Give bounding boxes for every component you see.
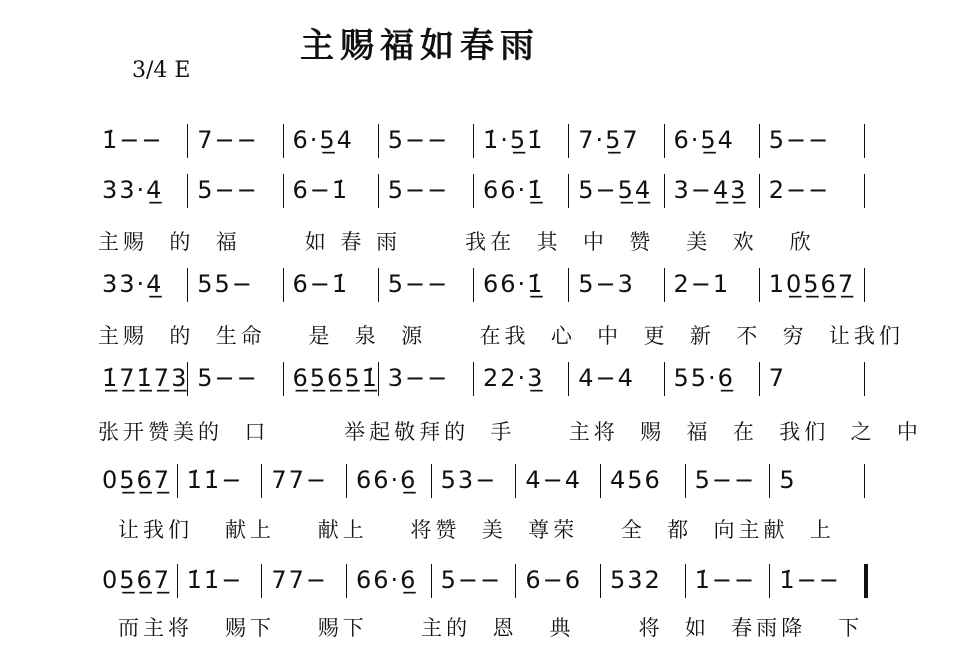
final-barline	[864, 564, 868, 598]
barline	[473, 124, 474, 158]
barline	[568, 362, 569, 396]
measure: 1̇−−	[102, 126, 164, 154]
measure: 3−4̲3̲	[673, 176, 748, 204]
notation-row	[0, 458, 960, 510]
lyric-text: 主赐 的 生命 是 泉 源 在我 心 中 更 新 不 穷 让我们	[98, 324, 904, 348]
measure: 6−1̇	[292, 176, 350, 204]
barline	[568, 174, 569, 208]
barline	[759, 268, 760, 302]
notation-row	[0, 262, 960, 314]
lyric-text: 让我们 献上 献上 将赞 美 尊荣 全 都 向主献 上	[118, 518, 835, 542]
measure: 1̇−−	[694, 566, 757, 594]
measure: 5−5̲4̲	[578, 176, 653, 204]
barline	[378, 362, 379, 396]
barline	[664, 268, 665, 302]
barline	[473, 362, 474, 396]
time-key-signature: 3/4 E	[132, 58, 191, 83]
measure: 66·1̲̇	[483, 270, 545, 298]
measure: 33·4̲	[102, 176, 164, 204]
barline	[864, 124, 865, 158]
barline	[600, 564, 601, 598]
measure: 532	[610, 566, 662, 594]
barline	[664, 362, 665, 396]
measure: 66·1̲̇	[483, 176, 545, 204]
measure: 66·6̲	[356, 466, 418, 494]
barline	[431, 564, 432, 598]
measure: 5−3	[578, 270, 635, 298]
measure: 1̇−−	[779, 566, 841, 594]
measure: 7	[768, 364, 787, 392]
lyric-line	[0, 320, 960, 356]
measure: 456	[610, 466, 662, 494]
measure: 66·6̲	[356, 566, 418, 594]
notation-row	[0, 168, 960, 220]
measure: 4−4	[578, 364, 635, 392]
measure: 5−−	[440, 566, 503, 594]
barline	[600, 464, 601, 498]
barline	[378, 174, 379, 208]
barline	[177, 464, 178, 498]
lyric-text: 张开赞美的 口 举起敬拜的 手 主将 赐 福 在 我们 之 中	[98, 420, 922, 444]
barline	[431, 464, 432, 498]
barline	[346, 464, 347, 498]
measure: 05̲6̲7̲	[102, 566, 172, 594]
barline	[769, 564, 770, 598]
barline	[261, 464, 262, 498]
measure: 5−−	[197, 364, 259, 392]
song-title: 主赐福如春雨	[300, 26, 540, 66]
barline	[759, 174, 760, 208]
barline	[187, 124, 188, 158]
barline	[685, 464, 686, 498]
measure: 6·5̲4	[673, 126, 735, 154]
measure: 3−−	[387, 364, 450, 392]
measure: 22·3̲	[483, 364, 545, 392]
barline	[473, 268, 474, 302]
measure: 6·5̲4	[292, 126, 354, 154]
lyric-line	[0, 612, 960, 648]
measure: 1̇1̇−	[186, 566, 244, 594]
measure: 5−−	[694, 466, 757, 494]
barline	[283, 362, 284, 396]
barline	[187, 362, 188, 396]
measure: 53−	[440, 466, 498, 494]
barline	[473, 174, 474, 208]
barline	[864, 464, 865, 498]
barline	[864, 268, 865, 302]
measure: 5	[779, 466, 797, 494]
barline	[515, 464, 516, 498]
barline	[568, 124, 569, 158]
barline	[864, 362, 865, 396]
measure: 05̲6̲7̲	[102, 466, 172, 494]
barline	[664, 124, 665, 158]
lyric-line	[0, 416, 960, 452]
barline	[769, 464, 770, 498]
barline	[261, 564, 262, 598]
barline	[283, 124, 284, 158]
measure: 77−	[271, 466, 328, 494]
barline	[515, 564, 516, 598]
measure: 5−−	[387, 176, 450, 204]
barline	[864, 174, 865, 208]
measure: 5−−	[387, 270, 450, 298]
measure: 55−	[197, 270, 254, 298]
barline	[187, 174, 188, 208]
measure: 77−	[271, 566, 328, 594]
barline	[378, 268, 379, 302]
measure: 7·5̲7	[578, 126, 640, 154]
measure: 2−1	[673, 270, 731, 298]
barline	[283, 174, 284, 208]
measure: 4−4	[525, 466, 582, 494]
barline	[685, 564, 686, 598]
lyric-text: 主赐 的 福 如 春 雨 我在 其 中 赞 美 欢 欣	[98, 230, 815, 254]
measure: 6−6	[525, 566, 582, 594]
measure: 1̇·5̲1̇	[483, 126, 545, 154]
barline	[759, 362, 760, 396]
notation-row	[0, 118, 960, 170]
measure: 6−1̇	[292, 270, 350, 298]
measure: 5−−	[197, 176, 259, 204]
barline	[283, 268, 284, 302]
measure: 7−−	[197, 126, 259, 154]
barline	[378, 124, 379, 158]
barline	[664, 174, 665, 208]
measure: 2−−	[768, 176, 831, 204]
barline	[759, 124, 760, 158]
measure: 6̲5̲6̲5̲1̲̇	[292, 364, 379, 392]
measure: 33·4̲	[102, 270, 164, 298]
measure: 10̲5̲6̲7̲	[768, 270, 856, 298]
measure: 1̲̇7̲1̲̇7̲3̲	[102, 364, 189, 392]
barline	[346, 564, 347, 598]
notation-row	[0, 356, 960, 408]
measure: 5−−	[387, 126, 450, 154]
barline	[177, 564, 178, 598]
barline	[187, 268, 188, 302]
barline	[568, 268, 569, 302]
measure: 5−−	[768, 126, 831, 154]
notation-row	[0, 558, 960, 610]
measure: 1̇1̇−	[186, 466, 244, 494]
lyric-line	[0, 514, 960, 550]
lyric-line	[0, 226, 960, 262]
lyric-text: 而主将 赐下 赐下 主的 恩 典 将 如 春雨降 下	[118, 616, 864, 640]
measure: 55·6̲	[673, 364, 735, 392]
